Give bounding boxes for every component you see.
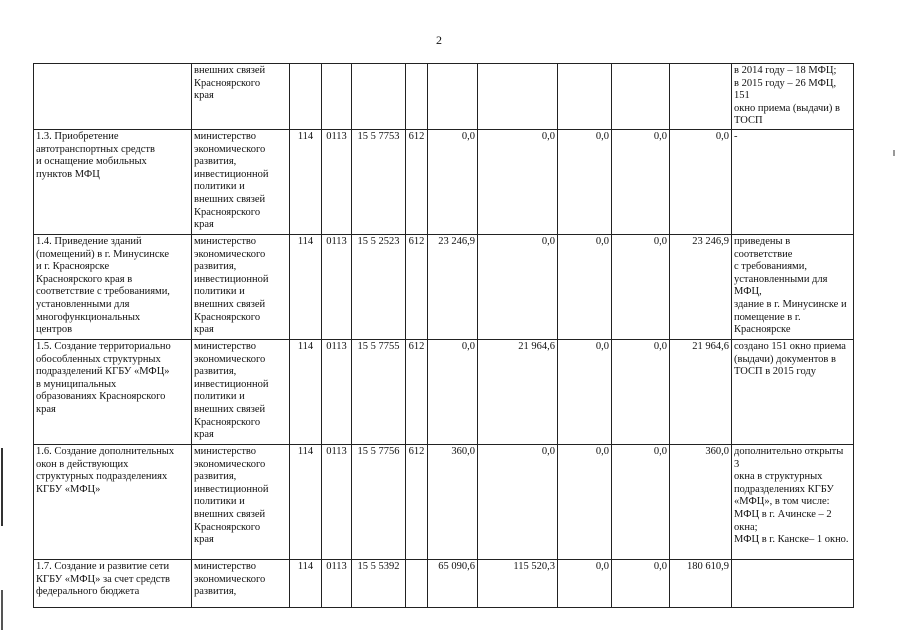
- amount-2017-cell: 0,0: [612, 129, 670, 234]
- scan-margin-mark: [1, 590, 3, 630]
- amount-total-cell: 23 246,9: [670, 234, 732, 339]
- amount-total-cell: 21 964,6: [670, 339, 732, 444]
- amount-2017-cell: 0,0: [612, 234, 670, 339]
- table-row: [34, 339, 854, 444]
- expected-result-cell: приведены в соответствие с требованиями, установленными для МФЦ, здание в г. Минусинске и помещение в г. Красноярске: [732, 234, 854, 339]
- expected-result-cell: дополнительно открыты 3 окна в структурных подразделениях КГБУ «МФЦ», в том числе: МФЦ в г. Ачинске – 2 окна; МФЦ в г. Канске– 1 окно.: [732, 444, 854, 559]
- amount-2017-cell: [612, 64, 670, 130]
- table-row: [34, 234, 854, 339]
- csr-code-cell: 15 5 7756: [352, 444, 406, 559]
- expected-result-cell: в 2014 году – 18 МФЦ; в 2015 году – 26 МФЦ, 151 окно приема (выдачи) в ТОСП: [732, 64, 854, 130]
- vr-code-cell: 612: [406, 234, 428, 339]
- csr-code-cell: [352, 64, 406, 130]
- table-row: [34, 559, 854, 607]
- amount-2016-cell: 0,0: [558, 444, 612, 559]
- executor-cell: министерство экономического развития, инвестиционной политики и внешних связей Красноярского края: [192, 234, 290, 339]
- activity-name-cell: 1.3. Приобретение автотранспортных средств и оснащение мобильных пунктов МФЦ: [34, 129, 192, 234]
- amount-2016-cell: 0,0: [558, 559, 612, 607]
- expected-result-cell: создано 151 окно приема (выдачи) документов в ТОСП в 2015 году: [732, 339, 854, 444]
- executor-cell: министерство экономического развития, инвестиционной политики и внешних связей Красноярского края: [192, 339, 290, 444]
- csr-code-cell: 15 5 7753: [352, 129, 406, 234]
- amount-total-cell: 0,0: [670, 129, 732, 234]
- csr-code-cell: 15 5 2523: [352, 234, 406, 339]
- rzpr-code-cell: 0113: [322, 234, 352, 339]
- amount-2016-cell: 0,0: [558, 129, 612, 234]
- amount-2015-cell: [478, 64, 558, 130]
- amount-total-cell: 360,0: [670, 444, 732, 559]
- amount-2016-cell: [558, 64, 612, 130]
- activity-name-cell: 1.5. Создание территориально обособленных структурных подразделений КГБУ «МФЦ» в муниципальных образованиях Красноярского края: [34, 339, 192, 444]
- table-row: [34, 129, 854, 234]
- amount-total-cell: 180 610,9: [670, 559, 732, 607]
- amount-2015-cell: 0,0: [478, 444, 558, 559]
- page-number: 2: [436, 33, 442, 47]
- activity-name-cell: 1.6. Создание дополнительных окон в действующих структурных подразделениях КГБУ «МФЦ»: [34, 444, 192, 559]
- vr-code-cell: 612: [406, 129, 428, 234]
- grbs-code-cell: 114: [290, 234, 322, 339]
- amount-2015-cell: 0,0: [478, 234, 558, 339]
- scan-edge-mark: [893, 150, 895, 156]
- grbs-code-cell: 114: [290, 129, 322, 234]
- amount-2016-cell: 0,0: [558, 339, 612, 444]
- vr-code-cell: 612: [406, 339, 428, 444]
- table-row: [34, 64, 854, 130]
- grbs-code-cell: [290, 64, 322, 130]
- grbs-code-cell: 114: [290, 559, 322, 607]
- amount-2014-cell: 360,0: [428, 444, 478, 559]
- activity-name-cell: 1.7. Создание и развитие сети КГБУ «МФЦ» за счет средств федерального бюджета: [34, 559, 192, 607]
- rzpr-code-cell: 0113: [322, 339, 352, 444]
- executor-cell: министерство экономического развития,: [192, 559, 290, 607]
- amount-2015-cell: 0,0: [478, 129, 558, 234]
- amount-2014-cell: 0,0: [428, 129, 478, 234]
- scan-margin-mark: [1, 448, 3, 526]
- amount-2014-cell: 0,0: [428, 339, 478, 444]
- rzpr-code-cell: 0113: [322, 559, 352, 607]
- amount-2014-cell: 23 246,9: [428, 234, 478, 339]
- expected-result-cell: [732, 559, 854, 607]
- amount-2016-cell: 0,0: [558, 234, 612, 339]
- rzpr-code-cell: 0113: [322, 129, 352, 234]
- vr-code-cell: [406, 559, 428, 607]
- csr-code-cell: 15 5 7755: [352, 339, 406, 444]
- amount-2015-cell: 115 520,3: [478, 559, 558, 607]
- csr-code-cell: 15 5 5392: [352, 559, 406, 607]
- table-row: [34, 444, 854, 559]
- expected-result-cell: -: [732, 129, 854, 234]
- executor-cell: министерство экономического развития, инвестиционной политики и внешних связей Красноярского края: [192, 444, 290, 559]
- rzpr-code-cell: 0113: [322, 444, 352, 559]
- program-activities-table: [33, 63, 854, 608]
- grbs-code-cell: 114: [290, 339, 322, 444]
- amount-2017-cell: 0,0: [612, 339, 670, 444]
- vr-code-cell: [406, 64, 428, 130]
- rzpr-code-cell: [322, 64, 352, 130]
- activity-name-cell: [34, 64, 192, 130]
- amount-total-cell: [670, 64, 732, 130]
- activity-name-cell: 1.4. Приведение зданий (помещений) в г. Минусинске и г. Красноярске Красноярского края в соответствие с требованиями, установленными для многофункциональных центров: [34, 234, 192, 339]
- executor-cell: министерство экономического развития, инвестиционной политики и внешних связей Красноярского края: [192, 129, 290, 234]
- amount-2014-cell: [428, 64, 478, 130]
- amount-2015-cell: 21 964,6: [478, 339, 558, 444]
- vr-code-cell: 612: [406, 444, 428, 559]
- amount-2017-cell: 0,0: [612, 444, 670, 559]
- grbs-code-cell: 114: [290, 444, 322, 559]
- amount-2017-cell: 0,0: [612, 559, 670, 607]
- amount-2014-cell: 65 090,6: [428, 559, 478, 607]
- executor-cell: внешних связей Красноярского края: [192, 64, 290, 130]
